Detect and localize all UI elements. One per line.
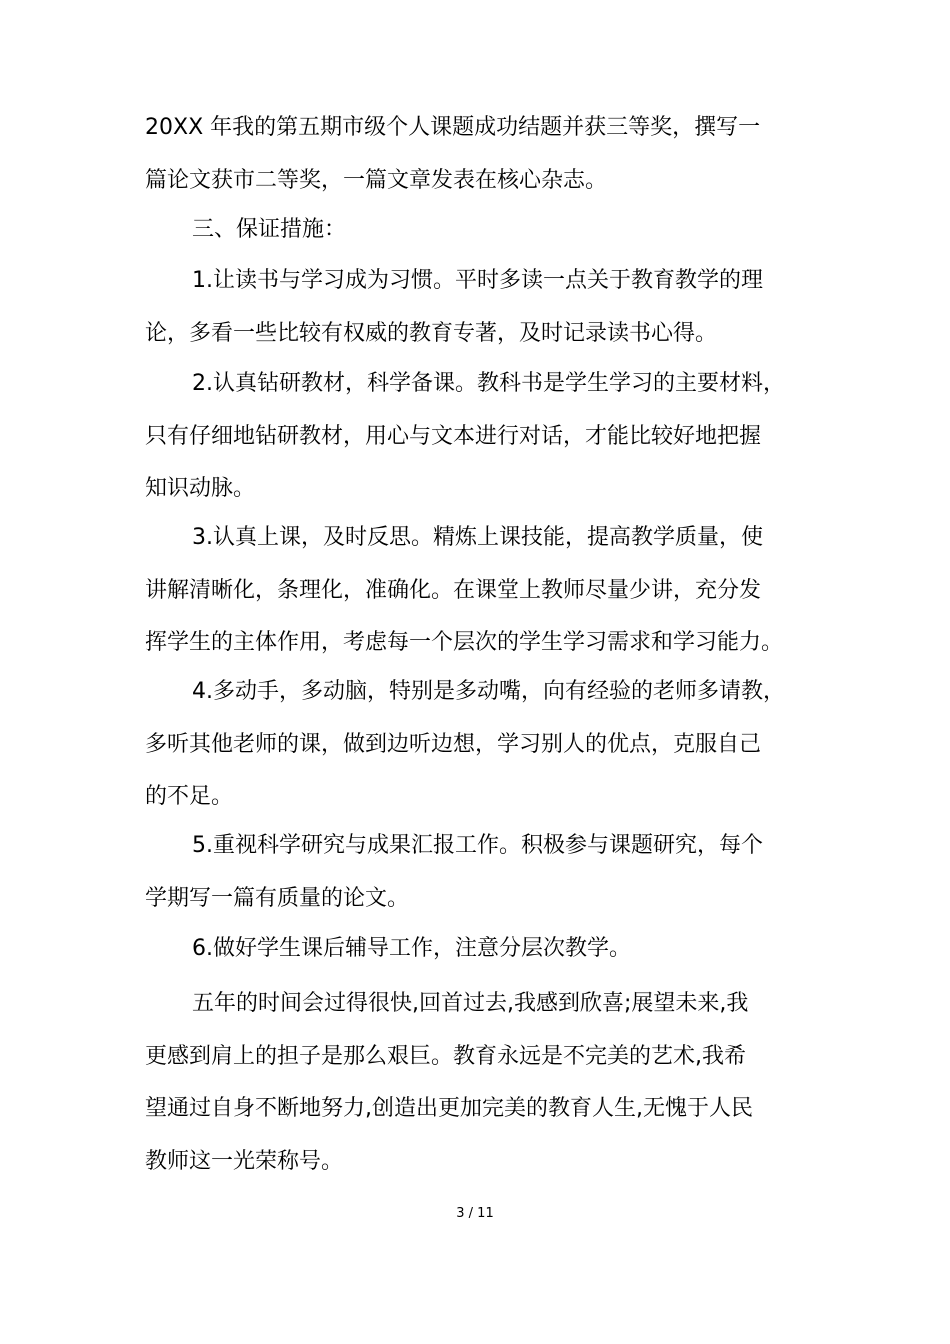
paragraph [145,512,815,670]
paragraph [145,820,815,925]
text-line: 1.让读书与学习成为习惯。平时多读一点关于教育教学的理 [192,268,763,293]
text-line: 3.认真上课，及时反思。精炼上课技能，提高教学质量，使 [192,525,763,550]
text-line: 5.重视科学研究与成果汇报工作。积极参与课题研究，每个 [192,833,763,858]
text-line: 6.做好学生课后辅导工作，注意分层次教学。 [192,936,631,961]
text-line: 知识动脉。 [145,476,256,501]
text-line: 讲解清晰化，条理化，准确化。在课堂上教师尽量少讲，充分发 [145,577,762,603]
paragraph [145,978,815,1188]
text-line: 的不足。 [145,784,234,809]
text-line: 20XX 年我的第五期市级个人课题成功结题并获三等奖，撰写一 [145,115,761,140]
text-line: 2.认真钻研教材，科学备课。教科书是学生学习的主要材料， [192,371,785,396]
text-line: 4.多动手，多动脑，特别是多动嘴，向有经验的老师多请教， [192,679,785,704]
text-line: 更感到肩上的担子是那么艰巨。教育永远是不完美的艺术,我希 [145,1043,746,1069]
text-line: 多听其他老师的课，做到边听边想，学习别人的优点，克服自己 [145,731,762,757]
paragraph [145,666,815,824]
text-line: 只有仔细地钻研教材，用心与文本进行对话，才能比较好地把握 [145,423,762,449]
text-line: 学期写一篇有质量的论文。 [145,885,410,911]
paragraph [145,102,815,207]
paragraph [145,358,815,516]
text-line: 望通过自身不断地努力,创造出更加完美的教育人生,无愧于人民 [145,1096,753,1121]
page-number: 3 / 11 [456,1206,494,1221]
text-line: 三、保证措施： [192,217,347,242]
section-heading [145,204,815,257]
paragraph [145,923,815,976]
text-line: 挥学生的主体作用，考虑每一个层次的学生学习需求和学习能力。 [145,630,784,655]
text-line: 教师这一光荣称号。 [145,1148,344,1174]
paragraph [145,255,815,360]
text-line: 五年的时间会过得很快,回首过去,我感到欣喜;展望未来,我 [192,991,749,1016]
text-line: 论，多看一些比较有权威的教育专著，及时记录读书心得。 [145,320,718,346]
text-line: 篇论文获市二等奖，一篇文章发表在核心杂志。 [145,167,608,193]
